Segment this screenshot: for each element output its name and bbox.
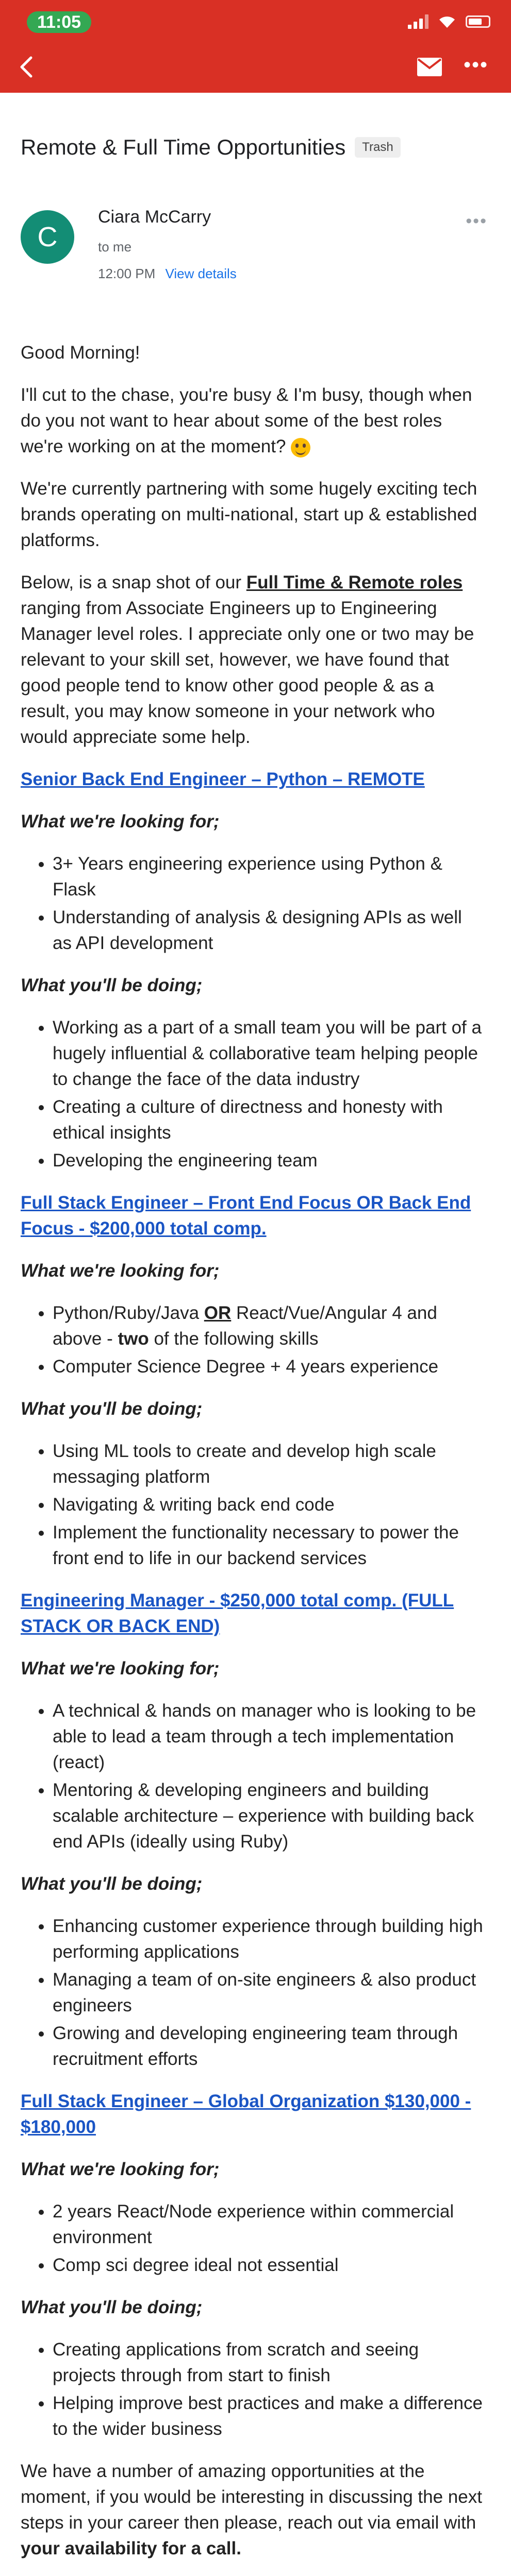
job-link-engineering-manager[interactable]: Engineering Manager - $250,000 total comp. (FULL STACK OR BACK END) xyxy=(21,1590,454,1636)
signal-icon xyxy=(408,14,428,29)
list-item: • Comp sci degree ideal not essential xyxy=(53,2252,485,2278)
smiley-emoji-icon xyxy=(291,438,310,457)
list-item: • 2 years React/Node experience within commercial environment xyxy=(53,2199,485,2250)
list-item: • Enhancing customer experience through building high performing applications xyxy=(53,1913,485,1965)
battery-icon xyxy=(466,15,490,28)
doing-heading: What you'll be doing; xyxy=(21,2297,203,2317)
list-item: • Growing and developing engineering team through recruitment efforts xyxy=(53,2021,485,2072)
list-item: • Using ML tools to create and develop high scale messaging platform xyxy=(53,1438,485,1490)
more-options-icon[interactable]: ••• xyxy=(463,54,488,76)
job-link-senior-backend[interactable]: Senior Back End Engineer – Python – REMOTE xyxy=(21,769,425,789)
list-item: • Creating applications from scratch and seeing projects through from start to finish xyxy=(53,2337,485,2388)
view-details-link[interactable]: View details xyxy=(165,266,237,281)
list-item: • Managing a team of on-site engineers & also product engineers xyxy=(53,1967,485,2019)
job-requirements-list xyxy=(21,1698,485,1855)
list-item: • Helping improve best practices and make a difference to the wider business xyxy=(53,2391,485,2442)
status-bar xyxy=(0,0,511,41)
wifi-icon xyxy=(438,14,456,29)
snapshot-paragraph: Below, is a snap shot of our Full Time & Remote roles ranging from Associate Engineers up to Engineering Manager level roles. I appreciate only one or two may be relevant to your skill set, however, we have found that good people tend to know other good people & as a result, you may know someone in your network who would appreciate some help. xyxy=(21,572,474,747)
job-duties-list xyxy=(21,1015,485,1174)
list-item: • Working as a part of a small team you will be part of a hugely influential & collaborative team helping people to change the face of the data industry xyxy=(53,1015,485,1092)
doing-heading: What you'll be doing; xyxy=(21,975,203,995)
status-time: 11:05 xyxy=(27,11,91,33)
system-icons xyxy=(408,14,490,29)
closing-paragraph: We have a number of amazing opportunities at the moment, if you would be interesting in discussing the next steps in your career then please, reach out via email with your availability for a call. xyxy=(21,2461,482,2558)
job-duties-list xyxy=(21,1913,485,2072)
greeting: Good Morning! xyxy=(21,343,140,363)
looking-for-heading: What we're looking for; xyxy=(21,2159,220,2179)
trash-badge[interactable]: Trash xyxy=(355,137,400,158)
back-arrow-icon[interactable] xyxy=(13,54,40,80)
list-item: • A technical & hands on manager who is looking to be able to lead a team through a tech implementation (react) xyxy=(53,1698,485,1775)
sent-time xyxy=(98,266,237,282)
list-item: • Implement the functionality necessary to power the front end to life in our backend services xyxy=(53,1520,485,1571)
email-subject xyxy=(21,135,495,160)
app-bar xyxy=(0,41,511,93)
recipient-label: to me xyxy=(98,239,132,255)
job-duties-list xyxy=(21,1438,485,1571)
list-item: • Python/Ruby/Java OR React/Vue/Angular 4 and above - two of the following skills xyxy=(53,1300,485,1352)
job-requirements-list xyxy=(21,851,485,956)
intro-paragraph: I'll cut to the chase, you're busy & I'm busy, though when do you not want to hear about some of the best roles we're working on at the moment? xyxy=(21,385,472,456)
doing-heading: What you'll be doing; xyxy=(21,1874,203,1894)
job-requirements-list xyxy=(21,1300,485,1380)
job-link-global-full-stack[interactable]: Full Stack Engineer – Global Organization $130,000 - $180,000 xyxy=(21,2091,471,2137)
list-item: • Mentoring & developing engineers and building scalable architecture – experience with building back end APIs (ideally using Ruby) xyxy=(53,1777,485,1855)
list-item: • Understanding of analysis & designing APIs as well as API development xyxy=(53,905,485,956)
sender-avatar[interactable]: C xyxy=(21,210,74,264)
job-requirements-list xyxy=(21,2199,485,2278)
list-item: • Creating a culture of directness and honesty with ethical insights xyxy=(53,1094,485,1146)
looking-for-heading: What we're looking for; xyxy=(21,1658,220,1679)
sender-name: Ciara McCarry xyxy=(98,207,211,227)
looking-for-heading: What we're looking for; xyxy=(21,811,220,832)
job-link-full-stack[interactable]: Full Stack Engineer – Front End Focus OR Back End Focus - $200,000 total comp. xyxy=(21,1193,471,1239)
list-item: • Computer Science Degree + 4 years experience xyxy=(53,1354,485,1380)
message-more-icon[interactable]: ••• xyxy=(466,211,487,231)
sent-time-value: 12:00 PM xyxy=(98,266,156,281)
snapshot-highlight: Full Time & Remote roles xyxy=(246,572,463,592)
partnering-paragraph: We're currently partnering with some hugely exciting tech brands operating on multi-national, start up & established platforms. xyxy=(21,479,477,550)
mark-unread-icon[interactable] xyxy=(415,55,444,79)
list-item: • Navigating & writing back end code xyxy=(53,1492,485,1518)
subject-text: Remote & Full Time Opportunities xyxy=(21,135,346,159)
looking-for-heading: What we're looking for; xyxy=(21,1261,220,1281)
job-duties-list xyxy=(21,2337,485,2442)
email-body xyxy=(21,340,485,2576)
list-item: • 3+ Years engineering experience using Python & Flask xyxy=(53,851,485,903)
list-item: • Developing the engineering team xyxy=(53,1148,485,1174)
doing-heading: What you'll be doing; xyxy=(21,1399,203,1419)
